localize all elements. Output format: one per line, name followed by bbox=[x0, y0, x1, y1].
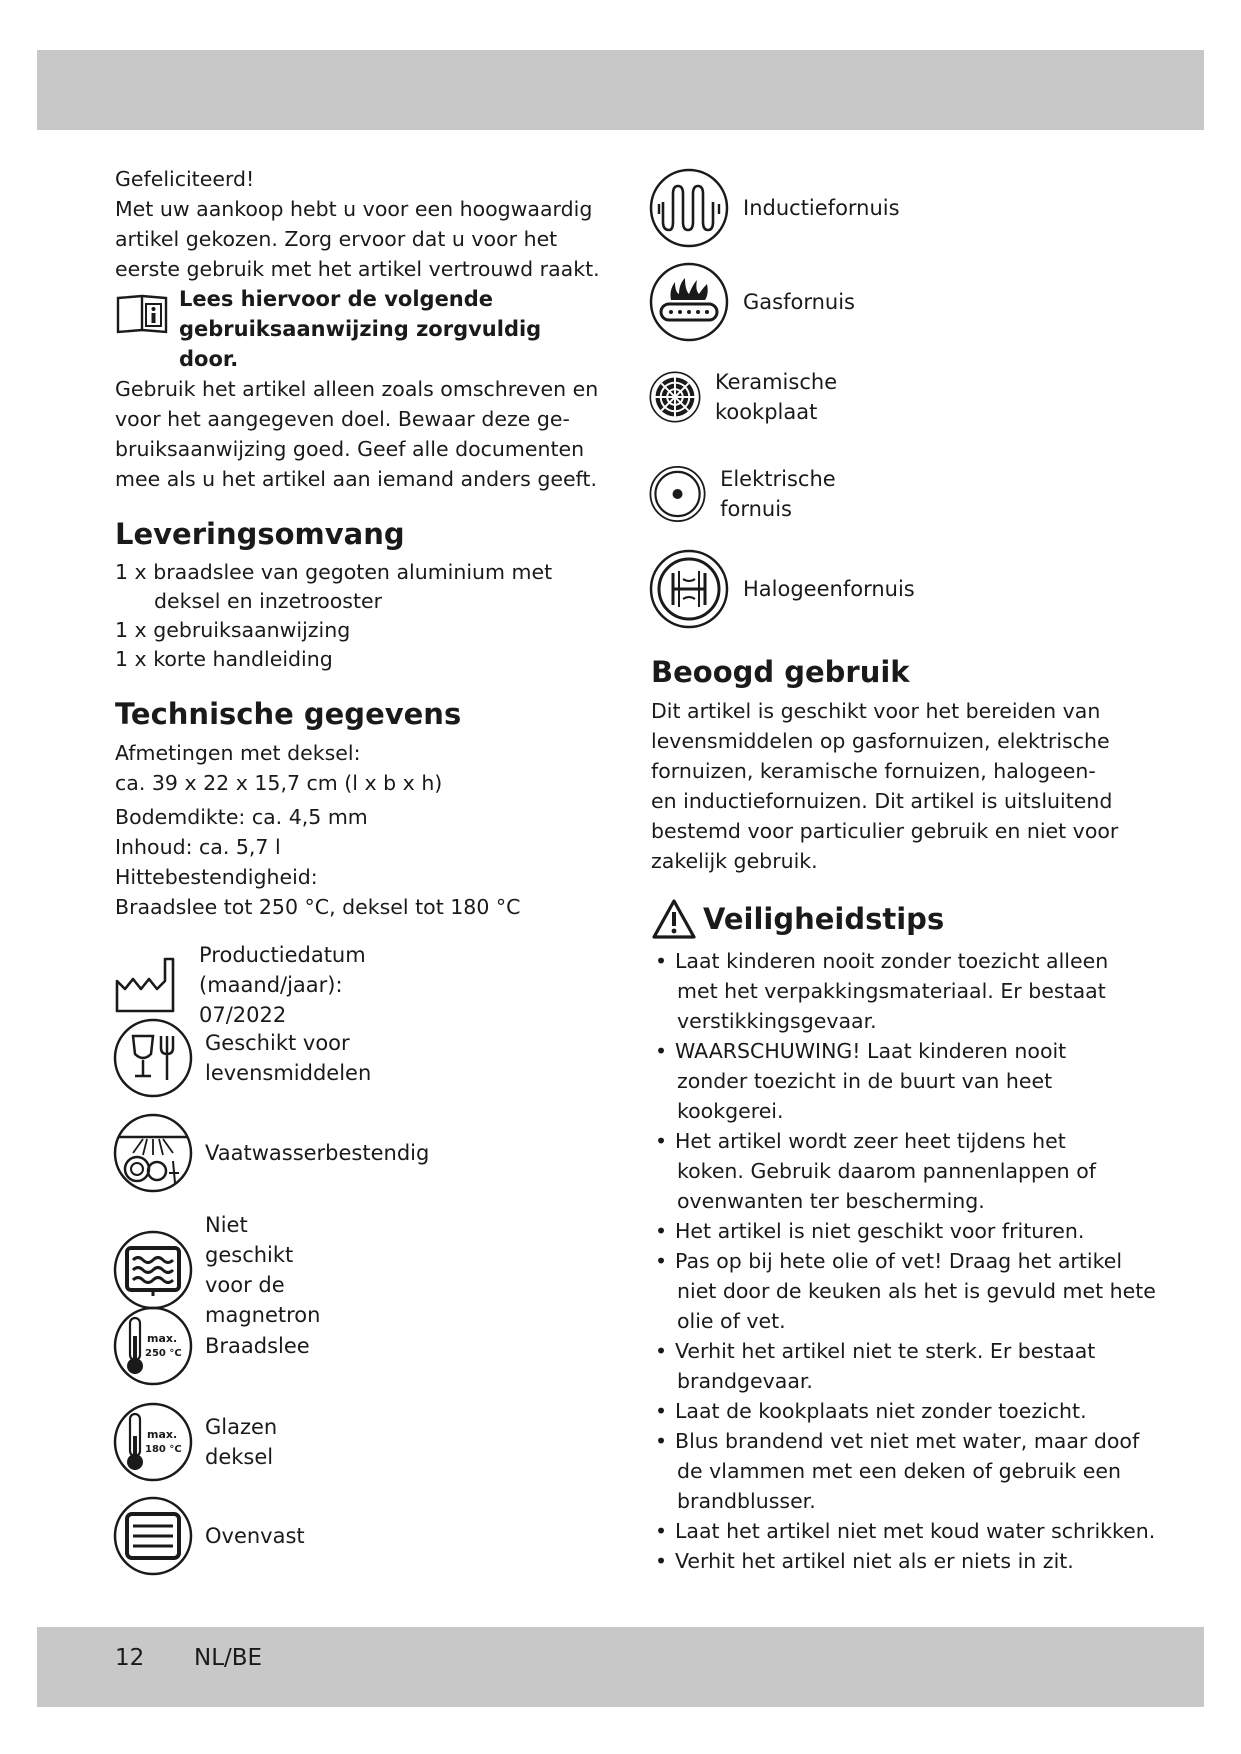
food-safe-row bbox=[113, 1018, 371, 1098]
halogen-hob-icon bbox=[649, 549, 729, 629]
note-line: Lees hiervoor de volgende bbox=[179, 287, 494, 311]
glass-lid-row bbox=[113, 1402, 277, 1482]
tip-line: zonder toezicht in de buurt van heet bbox=[677, 1069, 1053, 1093]
tip-line: • Laat het artikel niet met koud water schrikken. bbox=[675, 1519, 1156, 1543]
oven-safe-label: Ovenvast bbox=[205, 1524, 305, 1548]
safety-tip bbox=[651, 1036, 1171, 1126]
intended-use-line: bestemd voor particulier gebruik en niet voor bbox=[651, 819, 1119, 843]
ceramic-hob-icon bbox=[649, 357, 701, 437]
warning-triangle-icon bbox=[651, 898, 697, 940]
tip-line: ovenwanten ter bescherming. bbox=[677, 1189, 985, 1213]
safety-tip bbox=[651, 1216, 1171, 1246]
safety-tip bbox=[651, 1396, 1171, 1426]
ceramic-row bbox=[649, 357, 865, 437]
no-microwave-label: Niet geschikt voor de magnetron bbox=[205, 1213, 321, 1327]
tip-line: • WAARSCHUWING! Laat kinderen nooit bbox=[675, 1039, 1067, 1063]
glass-lid-label: Glazen deksel bbox=[205, 1415, 278, 1469]
roaster-temp-text: 250 °C bbox=[145, 1348, 182, 1359]
tip-line: • Het artikel is niet geschikt voor frituren. bbox=[675, 1219, 1085, 1243]
gas-row bbox=[649, 262, 855, 342]
roaster-label: Braadslee bbox=[205, 1334, 310, 1358]
tip-line: verstikkingsgevaar. bbox=[677, 1009, 877, 1033]
safety-tip bbox=[651, 946, 1171, 1036]
oven-safe-row bbox=[113, 1496, 305, 1576]
header-bar bbox=[37, 50, 1204, 130]
intended-use-line: en inductiefornuizen. Dit artikel is uitsluitend bbox=[651, 789, 1113, 813]
usage-line: bruiksaanwijzing goed. Geef alle documenten bbox=[115, 437, 585, 461]
tip-line: met het verpakkingsmateriaal. Er bestaat bbox=[677, 979, 1106, 1003]
factory-icon bbox=[113, 953, 177, 1017]
intro-line: eerste gebruik met het artikel vertrouwd raakt. bbox=[115, 257, 600, 281]
tip-line: • Pas op bij hete olie of vet! Draag het artikel bbox=[675, 1249, 1123, 1273]
safety-tip bbox=[651, 1126, 1171, 1216]
intro-line: Met uw aankoop hebt u voor een hoogwaardig bbox=[115, 197, 593, 221]
lid-temp-text: 180 °C bbox=[145, 1444, 182, 1455]
tip-line: de vlammen met een deken of gebruik een bbox=[677, 1459, 1121, 1483]
spec-line: Bodemdikte: ca. 4,5 mm bbox=[115, 805, 368, 829]
halogen-row bbox=[649, 549, 915, 629]
spec-line: Afmetingen met deksel: bbox=[115, 741, 361, 765]
spec-line: ca. 39 x 22 x 15,7 cm (l x b x h) bbox=[115, 771, 443, 795]
tip-line: • Laat kinderen nooit zonder toezicht alleen bbox=[675, 949, 1109, 973]
electric-plate-icon bbox=[649, 454, 706, 534]
intended-use-line: zakelijk gebruik. bbox=[651, 849, 818, 873]
spec-line: Braadslee tot 250 °C, deksel tot 180 °C bbox=[115, 895, 521, 919]
info-book-icon bbox=[115, 288, 169, 342]
delivery-item: 1 x korte handleiding bbox=[115, 647, 333, 671]
greeting: Gefeliciteerd! bbox=[115, 167, 255, 191]
thermometer-icon bbox=[113, 1402, 193, 1482]
spec-line: Hittebestendigheid: bbox=[115, 865, 318, 889]
oven-icon bbox=[113, 1496, 193, 1576]
safety-tip bbox=[651, 1516, 1171, 1546]
intended-use-line: Dit artikel is geschikt voor het bereiden van bbox=[651, 699, 1101, 723]
page-number: 12 bbox=[115, 1645, 145, 1671]
thermometer-icon bbox=[113, 1306, 193, 1386]
delivery-item: 1 x braadslee van gegoten aluminium met bbox=[115, 560, 553, 584]
food-safe-label: Geschikt voor levensmiddelen bbox=[205, 1031, 372, 1085]
tip-line: • Laat de kookplaats niet zonder toezicht. bbox=[675, 1399, 1087, 1423]
safety-tip bbox=[651, 1426, 1171, 1516]
halogen-label: Halogeenfornuis bbox=[743, 577, 915, 601]
induction-coil-icon bbox=[649, 168, 729, 248]
note-line: door. bbox=[179, 347, 239, 371]
tip-line: olie of vet. bbox=[677, 1309, 786, 1333]
induction-row bbox=[649, 168, 900, 248]
tip-line: • Het artikel wordt zeer heet tijdens het bbox=[675, 1129, 1066, 1153]
ceramic-label: Keramische kookplaat bbox=[714, 370, 838, 424]
production-date: 07/2022 bbox=[199, 1003, 287, 1027]
electric-row bbox=[649, 454, 859, 534]
induction-label: Inductiefornuis bbox=[743, 196, 900, 220]
gas-label: Gasfornuis bbox=[743, 290, 855, 314]
production-label: Productiedatum (maand/jaar): bbox=[199, 943, 366, 997]
safety-heading: Veiligheidstips bbox=[703, 902, 945, 936]
safety-tip bbox=[651, 1246, 1171, 1336]
usage-line: Gebruik het artikel alleen zoals omschreven en bbox=[115, 377, 599, 401]
intended-use-section bbox=[651, 652, 1171, 1576]
roaster-max-text: max. bbox=[147, 1332, 178, 1345]
lid-max-text: max. bbox=[147, 1428, 178, 1441]
tip-line: • Blus brandend vet niet met water, maar doof bbox=[675, 1429, 1140, 1453]
delivery-item: 1 x gebruiksaanwijzing bbox=[115, 618, 351, 642]
read-manual-note bbox=[115, 284, 605, 374]
safety-tips-list bbox=[651, 946, 1171, 1576]
tip-line: koken. Gebruik daarom pannenlappen of bbox=[677, 1159, 1096, 1183]
glass-fork-icon bbox=[113, 1018, 193, 1098]
tip-line: brandgevaar. bbox=[677, 1369, 813, 1393]
dishwasher-label: Vaatwasserbestendig bbox=[205, 1141, 430, 1165]
safety-tip bbox=[651, 1336, 1171, 1396]
intended-use-line: fornuizen, keramische fornuizen, halogeen- bbox=[651, 759, 1096, 783]
dishwasher-row bbox=[113, 1113, 429, 1193]
intended-use-line: levensmiddelen op gasfornuizen, elektrische bbox=[651, 729, 1110, 753]
delivery-heading: Leveringsomvang bbox=[115, 517, 405, 551]
usage-line: mee als u het artikel aan iemand anders geeft. bbox=[115, 467, 597, 491]
roaster-row bbox=[113, 1306, 310, 1386]
note-line: gebruiksaanwijzing zorgvuldig bbox=[179, 317, 542, 341]
safety-heading-row bbox=[651, 898, 1171, 940]
tip-line: niet door de keuken als het is gevuld met hete bbox=[677, 1279, 1156, 1303]
intended-use-heading: Beoogd gebruik bbox=[651, 655, 910, 689]
left-column bbox=[115, 164, 605, 922]
production-date-row bbox=[113, 940, 366, 1030]
gas-flame-icon bbox=[649, 262, 729, 342]
tip-line: kookgerei. bbox=[677, 1099, 784, 1123]
microwave-waves-icon bbox=[113, 1230, 193, 1310]
tip-line: brandblusser. bbox=[677, 1489, 816, 1513]
intro-line: artikel gekozen. Zorg ervoor dat u voor het bbox=[115, 227, 558, 251]
delivery-item-cont: deksel en inzetrooster bbox=[154, 589, 383, 613]
spec-line: Inhoud: ca. 5,7 l bbox=[115, 835, 281, 859]
electric-label: Elektrische fornuis bbox=[720, 467, 836, 521]
locale-label: NL/BE bbox=[194, 1645, 263, 1671]
dishwasher-icon bbox=[113, 1113, 193, 1193]
safety-tip bbox=[651, 1546, 1171, 1576]
technical-heading: Technische gegevens bbox=[115, 697, 462, 731]
tip-line: • Verhit het artikel niet te sterk. Er bestaat bbox=[675, 1339, 1096, 1363]
usage-line: voor het aangegeven doel. Bewaar deze ge- bbox=[115, 407, 570, 431]
tip-line: • Verhit het artikel niet als er niets in zit. bbox=[675, 1549, 1074, 1573]
